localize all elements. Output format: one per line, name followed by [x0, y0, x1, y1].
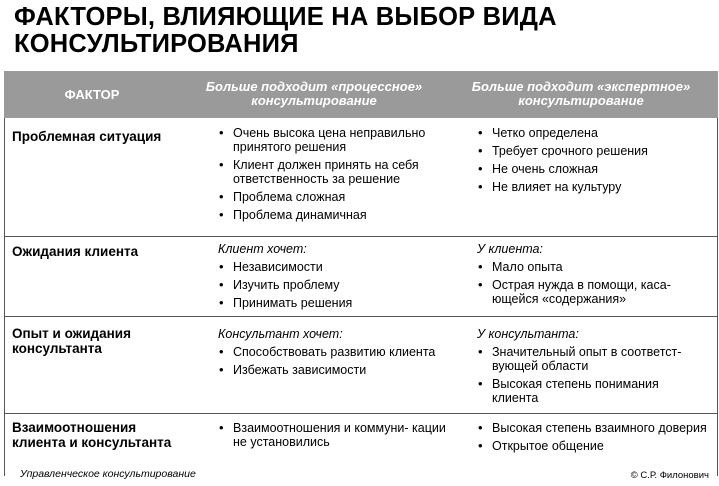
header-process-line-2: консультирование — [251, 93, 377, 108]
header-factor: ФАКТОР — [64, 87, 120, 102]
footer-copyright: © С.Р. Филонович — [630, 470, 709, 481]
list-item: • Высокая степень понимания клиента — [477, 377, 707, 405]
process-list-problem-situation — [218, 126, 463, 226]
row-separator — [4, 316, 718, 317]
list-item: • Мало опыта — [477, 260, 707, 274]
list-item: • Клиент должен принять на себя ответственность за решение — [218, 158, 463, 186]
header-process — [184, 80, 444, 108]
list-item: • Независимости — [218, 260, 463, 274]
list-item: • Проблема динамичная — [218, 208, 463, 222]
expert-intro-consultant: У консультанта: — [477, 327, 579, 341]
header-expert-line-2: консультирование — [518, 93, 644, 108]
title-line-2: КОНСУЛЬТИРОВАНИЯ — [14, 30, 299, 58]
factor-client-expectations: Ожидания клиента — [12, 244, 139, 259]
list-item: • Избежать зависимости — [218, 363, 463, 377]
factor-line-1: Опыт и ожидания — [12, 326, 131, 341]
expert-list-relationship — [477, 421, 707, 457]
list-item: • Значительный опыт в соответст- вующей области — [477, 345, 707, 373]
list-item: • Острая нужда в помощи, каса- ющейся «содержания» — [477, 278, 707, 306]
list-item: • Высокая степень взаимного доверия — [477, 421, 707, 435]
row-separator — [4, 236, 718, 237]
page-title — [14, 4, 714, 58]
list-item: • Требует срочного решения — [477, 144, 707, 158]
footer-course-name: Управленческое консультирование — [20, 468, 196, 480]
process-intro-consultant: Консультант хочет: — [218, 327, 343, 341]
process-list-consultant — [218, 345, 463, 381]
list-item: • Изучить проблему — [218, 278, 463, 292]
factor-relationship — [12, 420, 202, 450]
process-intro-client: Клиент хочет: — [218, 242, 307, 256]
list-item: • Способствовать развитию клиента — [218, 345, 463, 359]
table-left-border — [4, 118, 5, 476]
table-right-border — [717, 118, 718, 476]
row-separator — [4, 413, 718, 414]
list-item: • Принимать решения — [218, 296, 463, 310]
factor-line-1: Взаимоотношения — [12, 420, 137, 435]
process-list-client-expectations — [218, 260, 463, 314]
factor-consultant-experience — [12, 326, 202, 356]
expert-intro-client: У клиента: — [477, 242, 543, 256]
expert-list-client-expectations — [477, 260, 707, 310]
expert-list-problem-situation — [477, 126, 707, 198]
table-header — [4, 71, 718, 118]
factor-problem-situation: Проблемная ситуация — [12, 129, 162, 144]
list-item: • Взаимоотношения и коммуни- кации не установились — [218, 421, 463, 449]
factor-line-2: консультанта — [12, 341, 102, 356]
list-item: • Открытое общение — [477, 439, 707, 453]
list-item: • Не влияет на культуру — [477, 180, 707, 194]
list-item: • Не очень сложная — [477, 162, 707, 176]
header-expert-line-1: Больше подходит «экспертное» — [471, 79, 691, 94]
factor-line-2: клиента и консультанта — [12, 435, 172, 450]
list-item: • Четко определена — [477, 126, 707, 140]
process-list-relationship — [218, 421, 463, 453]
expert-list-consultant — [477, 345, 707, 409]
header-expert — [450, 80, 712, 108]
list-item: • Очень высока цена неправильно принятого решения — [218, 126, 463, 154]
header-process-line-1: Больше подходит «процессное» — [205, 79, 423, 94]
title-line-1: ФАКТОРЫ, ВЛИЯЮЩИЕ НА ВЫБОР ВИДА — [14, 3, 557, 31]
list-item: • Проблема сложная — [218, 190, 463, 204]
